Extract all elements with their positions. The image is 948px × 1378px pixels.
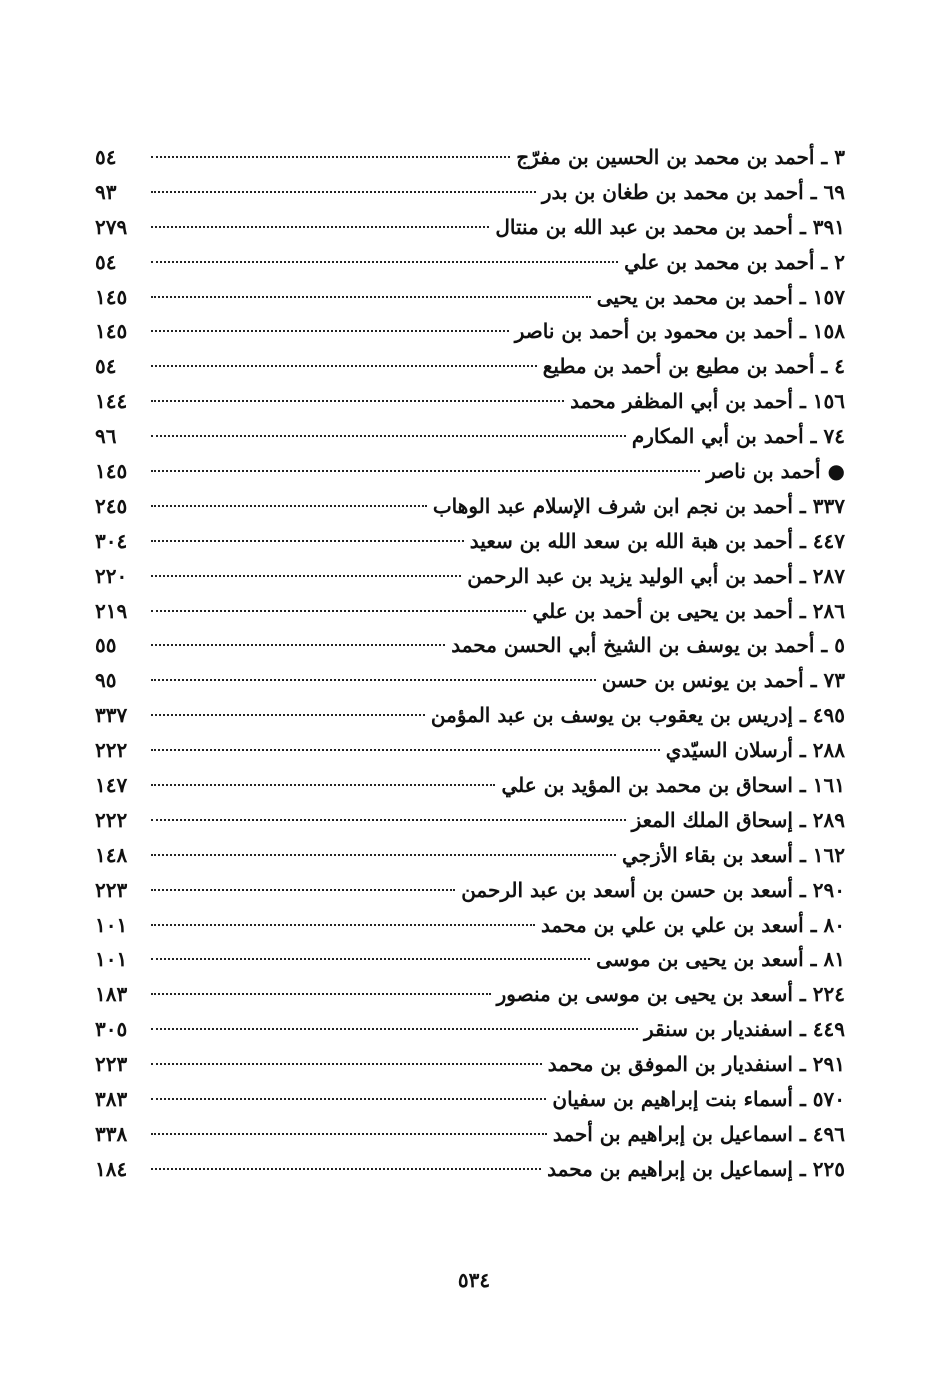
dot-leader [151, 610, 526, 612]
dot-leader [151, 1098, 546, 1100]
index-entry [95, 454, 845, 489]
index-entry [95, 977, 845, 1012]
entry-name: ٨١ ـ أسعد بن يحيى بن موسى [596, 947, 845, 972]
entry-page-number: ١٠١ [95, 912, 128, 937]
index-list [95, 140, 845, 1187]
dot-leader [151, 1168, 541, 1170]
entry-page-number: ٢٢٢ [95, 738, 128, 763]
index-entry [95, 1082, 845, 1117]
index-entry [95, 245, 845, 280]
entry-name: ٢٢٥ ـ إسماعيل بن إبراهيم بن محمد [547, 1156, 845, 1181]
index-entry [95, 524, 845, 559]
index-entry [95, 873, 845, 908]
index-entry [95, 349, 845, 384]
index-entry [95, 908, 845, 943]
entry-name: ٢٨٧ ـ أحمد بن أبي الوليد يزيد بن عبد الرحمن [467, 563, 845, 588]
entry-name: ١٦٢ ـ أسعد بن بقاء الأزجي [622, 842, 845, 867]
entry-name: ٤٤٧ ـ أحمد بن هبة الله بن سعد الله بن سعيد [469, 528, 845, 553]
entry-name: ٢٩١ ـ اسنفديار بن الموفق بن محمد [547, 1052, 845, 1077]
index-entry [95, 489, 845, 524]
dot-leader [151, 226, 489, 228]
dot-leader [151, 365, 537, 367]
index-entry [95, 803, 845, 838]
dot-leader [151, 924, 535, 926]
entry-name: ١٥٧ ـ أحمد بن محمد بن يحيى [596, 284, 845, 309]
entry-page-number: ١٤٥ [95, 284, 128, 309]
entry-name: ٢٢٤ ـ أسعد بن يحيى بن موسى بن منصور [496, 982, 845, 1007]
entry-name: ١٥٦ ـ أحمد بن أبي المظفر محمد [570, 389, 845, 414]
index-entry [95, 140, 845, 175]
index-entry [95, 838, 845, 873]
dot-leader [151, 156, 510, 158]
entry-page-number: ١٨٣ [95, 982, 128, 1007]
entry-name: ٥٧٠ ـ أسماء بنت إبراهيم بن سفيان [552, 1087, 845, 1112]
entry-name: ٦٩ ـ أحمد بن محمد بن طغان بن بدر [541, 179, 845, 204]
entry-page-number: ١٤٥ [95, 319, 128, 344]
index-entry [95, 1117, 845, 1152]
index-entry [95, 559, 845, 594]
index-entry [95, 384, 845, 419]
entry-name: ٢٨٩ ـ إسحاق الملك المعز [631, 807, 845, 832]
dot-leader [151, 958, 590, 960]
index-entry [95, 175, 845, 210]
index-entry [95, 280, 845, 315]
dot-leader [151, 714, 425, 716]
index-entry [95, 594, 845, 629]
entry-page-number: ٥٤ [95, 145, 117, 169]
entry-page-number: ٢١٩ [95, 598, 128, 623]
index-entry [95, 1012, 845, 1047]
dot-leader [151, 679, 596, 681]
entry-page-number: ٣٣٨ [95, 1121, 128, 1146]
entry-page-number: ١٠١ [95, 947, 128, 972]
dot-leader [151, 854, 616, 856]
entry-page-number: ١٤٧ [95, 773, 128, 798]
dot-leader [151, 784, 495, 786]
dot-leader [151, 261, 618, 263]
entry-name: ٣٩١ ـ أحمد بن محمد بن عبد الله بن منتال [495, 214, 845, 239]
dot-leader [151, 1028, 638, 1030]
dot-leader [151, 296, 591, 298]
entry-name: ٤٩٦ ـ اسماعيل بن إبراهيم بن أحمد [552, 1121, 845, 1146]
entry-page-number: ٥٤ [95, 354, 117, 379]
entry-name: ٤ ـ أحمد بن مطيع بن أحمد بن مطيع [542, 354, 845, 379]
index-entry [95, 314, 845, 349]
entry-name: ٤٩٥ ـ إدريس بن يعقوب بن يوسف بن عبد المؤمن [430, 703, 845, 728]
index-entry [95, 733, 845, 768]
entry-page-number: ١٤٤ [95, 389, 128, 414]
entry-page-number: ٩٥ [95, 668, 117, 693]
dot-leader [151, 644, 445, 646]
entry-name: ٢٩٠ ـ أسعد بن حسن بن أسعد بن عبد الرحمن [461, 877, 845, 902]
entry-page-number: ٢٢٢ [95, 807, 128, 832]
entry-name: ٢ ـ أحمد بن محمد بن علي [624, 249, 845, 274]
entry-name: ١٥٨ ـ أحمد بن محمود بن أحمد بن ناصر [514, 319, 845, 344]
dot-leader [151, 505, 427, 507]
entry-page-number: ٩٦ [95, 424, 117, 449]
entry-name: ٧٣ ـ أحمد بن يونس بن حسن [601, 668, 845, 693]
dot-leader [151, 435, 626, 437]
dot-leader [151, 330, 509, 332]
entry-page-number: ١٨٤ [95, 1156, 128, 1181]
dot-leader [151, 1063, 542, 1065]
dot-leader [151, 889, 455, 891]
entry-page-number: ٢٢٣ [95, 877, 128, 902]
index-entry [95, 768, 845, 803]
entry-name: ٢٨٦ ـ أحمد بن يحيى بن أحمد بن علي [532, 598, 845, 623]
entry-page-number: ٥٥ [95, 633, 117, 658]
entry-name: ● أحمد بن ناصر [706, 459, 845, 484]
dot-leader [151, 575, 461, 577]
entry-page-number: ٣٠٥ [95, 1017, 128, 1042]
dot-leader [151, 400, 564, 402]
entry-name: ٤٤٩ ـ اسفنديار بن سنقر [644, 1017, 845, 1042]
entry-name: ٢٨٨ ـ أرسلان السيّدي [665, 738, 845, 763]
entry-name: ١٦١ ـ اسحاق بن محمد بن المؤيد بن علي [501, 773, 845, 798]
page-number: ٥٣٤ [457, 1268, 491, 1292]
entry-name: ٧٤ ـ أحمد بن أبي المكارم [631, 424, 845, 449]
dot-leader [151, 993, 491, 995]
entry-name: ٥ ـ أحمد بن يوسف بن الشيخ أبي الحسن محمد [451, 633, 845, 658]
entry-page-number: ٣٣٧ [95, 703, 128, 728]
entry-page-number: ٩٣ [95, 179, 117, 204]
index-entry [95, 628, 845, 663]
entry-name: ٣٣٧ ـ أحمد بن نجم ابن شرف الإسلام عبد الوهاب [432, 493, 845, 518]
dot-leader [151, 540, 464, 542]
entry-page-number: ٥٤ [95, 249, 117, 274]
index-entry [95, 698, 845, 733]
entry-name: ٣ ـ أحمد بن محمد بن الحسين بن مفرّج [516, 145, 845, 169]
dot-leader [151, 819, 626, 821]
dot-leader [151, 470, 700, 472]
entry-page-number: ١٤٨ [95, 842, 128, 867]
entry-page-number: ٢٢٣ [95, 1052, 128, 1077]
dot-leader [151, 1133, 547, 1135]
dot-leader [151, 749, 660, 751]
index-entry [95, 419, 845, 454]
index-entry [95, 942, 845, 977]
entry-page-number: ٢٧٩ [95, 214, 128, 239]
entry-name: ٨٠ ـ أسعد بن علي بن علي بن محمد [540, 912, 845, 937]
index-entry [95, 1152, 845, 1187]
entry-page-number: ٢٤٥ [95, 493, 128, 518]
index-entry [95, 663, 845, 698]
index-entry [95, 210, 845, 245]
dot-leader [151, 191, 536, 193]
index-entry [95, 1047, 845, 1082]
entry-page-number: ٢٢٠ [95, 563, 128, 588]
entry-page-number: ٣٠٤ [95, 528, 128, 553]
entry-page-number: ١٤٥ [95, 459, 128, 484]
entry-page-number: ٣٨٣ [95, 1087, 128, 1112]
